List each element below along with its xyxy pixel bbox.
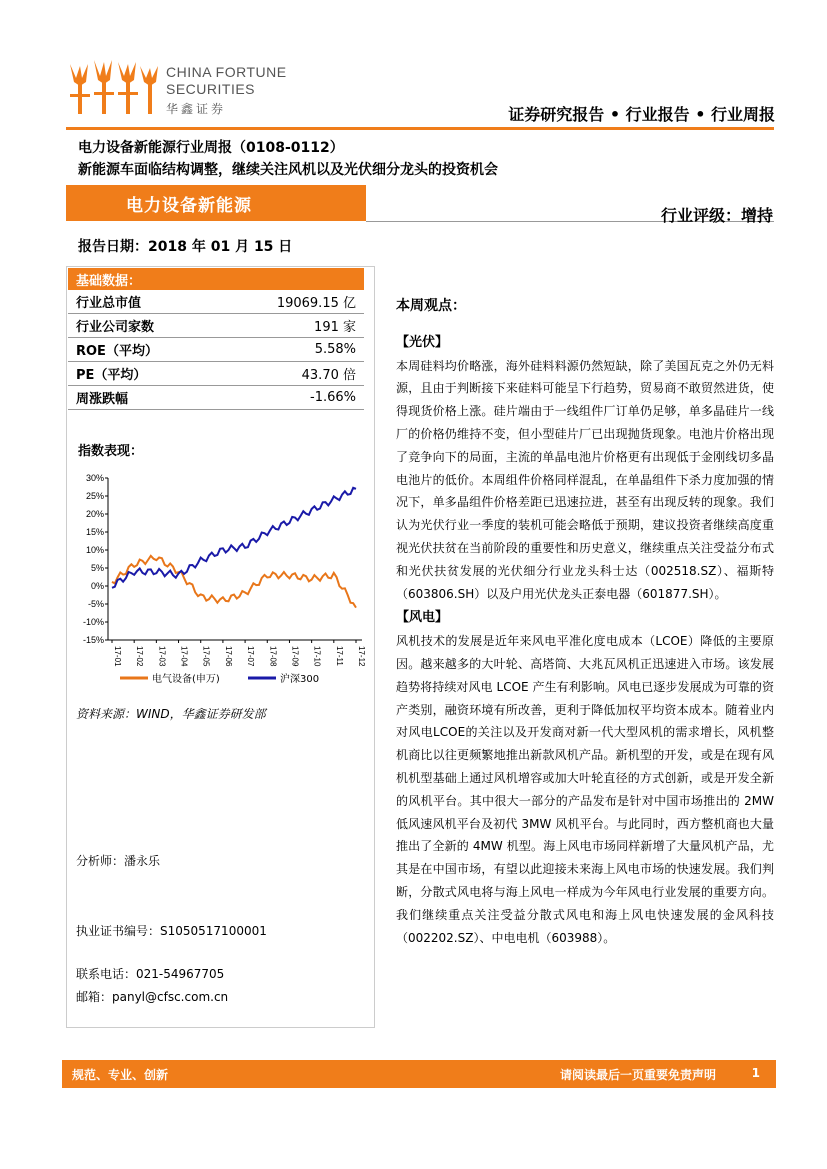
report-date: 报告日期：2018 年 01 月 15 日: [78, 239, 293, 255]
table-header-row: [68, 268, 364, 290]
x-tick-label: 17-11: [334, 646, 344, 666]
table-header: 基础数据：: [68, 268, 364, 290]
y-tick-label: -5%: [87, 599, 104, 609]
row-label: ROE（平均）: [68, 338, 218, 362]
table-row: [68, 338, 364, 362]
y-tick-label: 0%: [90, 581, 104, 591]
index-performance-chart: [72, 470, 367, 690]
x-tick-label: 17-03: [157, 646, 167, 667]
title-line-2: 新能源车面临结构调整，继续关注风机以及光伏细分龙头的投资机会: [78, 162, 498, 178]
weekly-view: [396, 295, 774, 949]
row-value: -1.66%: [218, 386, 364, 410]
y-tick-label: 20%: [85, 509, 104, 519]
y-tick-label: -15%: [82, 635, 104, 645]
table-row: [68, 290, 364, 314]
company-logo: [66, 58, 296, 120]
index-title: 指数表现：: [78, 444, 144, 459]
wind-paragraph: 风机技术的发展是近年来风电平准化度电成本（LCOE）降低的主要原因。越来越多的大叶轮、高塔筒、大兆瓦风机正迅速进入市场。该发展趋势将持续对风电 LCOE 产生有利影响。风电已逐步发展成为可靠的资产类别，融资环境有所改善，更利于降低加权平均资本成本。随着业内对风电LCOE的关注以及开发商对新一代大型风机的需求增长，风机整机商比以往更频繁地推出新款风机产品。新机型的开发，或是在现有风机机型基础上通过风机增容或加大叶轮直径的方式创新，或是开发全新的风机平台。其中很大一部分的产品发布是针对中国市场推出的 2MW 低风速风机平台及初代 3MW 风机平台。与此同时，西方整机商也大量推出了全新的 4MW 机型。海上风电市场同样新增了大量风机产品，尤其是在中国市场，有望以此迎接未来海上风电市场的快速发展。我们判断，分散式风电将与海上风电一样成为今年风电行业发展的重要方向。我们继续重点关注受益分散式风电和海上风电快速发展的金风科技（002202.SZ）、中电电机（603988）。: [396, 634, 774, 945]
y-tick-label: 30%: [85, 473, 104, 483]
pv-section-title: 【光伏】: [396, 334, 449, 350]
y-tick-label: 10%: [85, 545, 104, 555]
y-tick-label: -10%: [82, 617, 104, 627]
y-tick-label: 25%: [85, 491, 104, 501]
analyst-phone: 联系电话：021-54967705: [76, 967, 225, 981]
header-divider: [66, 127, 774, 130]
legend-label: 沪深300: [280, 674, 320, 685]
logo-chinese: 华鑫证券: [166, 102, 227, 116]
footer-slogan: 规范、专业、创新: [72, 1068, 169, 1082]
industry-rating: 行业评级：增持: [660, 206, 773, 225]
sector-band: 电力设备新能源: [66, 185, 366, 221]
view-title: 本周观点：: [396, 298, 466, 314]
table-row: [68, 314, 364, 338]
y-tick-label: 5%: [90, 563, 104, 573]
series-line: [112, 488, 356, 588]
x-tick-label: 17-07: [246, 646, 256, 667]
report-type: 证券研究报告 • 行业报告 • 行业周报: [508, 105, 775, 124]
x-tick-label: 17-10: [312, 646, 322, 667]
wind-section-title: 【风电】: [396, 610, 449, 626]
row-value: 19069.15 亿: [218, 290, 364, 314]
pv-paragraph: 本周硅料均价略涨，海外硅料料源仍然短缺，除了美国瓦克之外仍无料源，且由于判断接下来硅料可能呈下行趋势，贸易商不敢贸然进货，使得现货价格上涨。硅片端由于一线组件厂订单仍足够，单多晶硅片一线厂的价格仍维持不变，但小型硅片厂已出现抛货现象。电池片价格出现了竞争向下的局面，主流的单晶电池片价格更有出现低于金刚线切多晶电池片的低价。本周组件价格同样混乱，在单晶组件下杀力度加强的情况下，单多晶组件价格差距已迅速拉进，甚至有出现反转的现象。我们认为光伏行业一季度的装机可能会略低于预期，建议投资者继续高度重视光伏扶贫在当前阶段的重要性和历史意义，继续重点关注受益分布式和光伏扶贫发展的光伏细分行业龙头科士达（002518.SZ）、福斯特（603806.SH）以及户用光伏龙头正泰电器（601877.SH）。: [396, 358, 774, 601]
row-value: 5.58%: [218, 338, 364, 362]
x-tick-label: 17-06: [223, 646, 233, 667]
legend-label: 电气设备(申万): [152, 674, 220, 685]
row-value: 191 家: [218, 314, 364, 338]
row-value: 43.70 倍: [218, 362, 364, 386]
analyst-email: 邮箱：panyl@cfsc.com.cn: [76, 990, 229, 1004]
data-source: 资料来源：WIND，华鑫证券研发部: [76, 707, 266, 721]
x-tick-label: 17-04: [179, 646, 189, 667]
logo-mark-icon: [66, 58, 162, 120]
series-line: [112, 556, 356, 608]
table-row: [68, 362, 364, 386]
report-title: [78, 137, 498, 181]
y-tick-label: 15%: [85, 527, 104, 537]
table-row: [68, 386, 364, 410]
analyst-license: 执业证书编号：S1050517100001: [76, 924, 267, 938]
x-tick-label: 17-09: [290, 646, 300, 667]
x-tick-label: 17-08: [268, 646, 278, 667]
x-tick-label: 17-05: [201, 646, 211, 667]
x-tick-label: 17-02: [135, 646, 145, 667]
page-number: 1: [751, 1066, 760, 1080]
logo-english: CHINA FORTUNE SECURITIES: [166, 64, 287, 97]
footer-bar: [62, 1060, 776, 1088]
row-label: 行业公司家数: [68, 314, 218, 338]
row-label: PE（平均）: [68, 362, 218, 386]
row-label: 行业总市值: [68, 290, 218, 314]
footer-disclaimer: 请阅读最后一页重要免责声明: [559, 1068, 716, 1082]
title-line-1: 电力设备新能源行业周报（0108-0112）: [78, 140, 344, 156]
row-label: 周涨跌幅: [68, 386, 218, 410]
x-tick-label: 17-12: [357, 646, 366, 667]
basic-data-table: [68, 268, 364, 410]
x-tick-label: 17-01: [113, 646, 122, 667]
analyst-name: 分析师：潘永乐: [76, 854, 161, 868]
